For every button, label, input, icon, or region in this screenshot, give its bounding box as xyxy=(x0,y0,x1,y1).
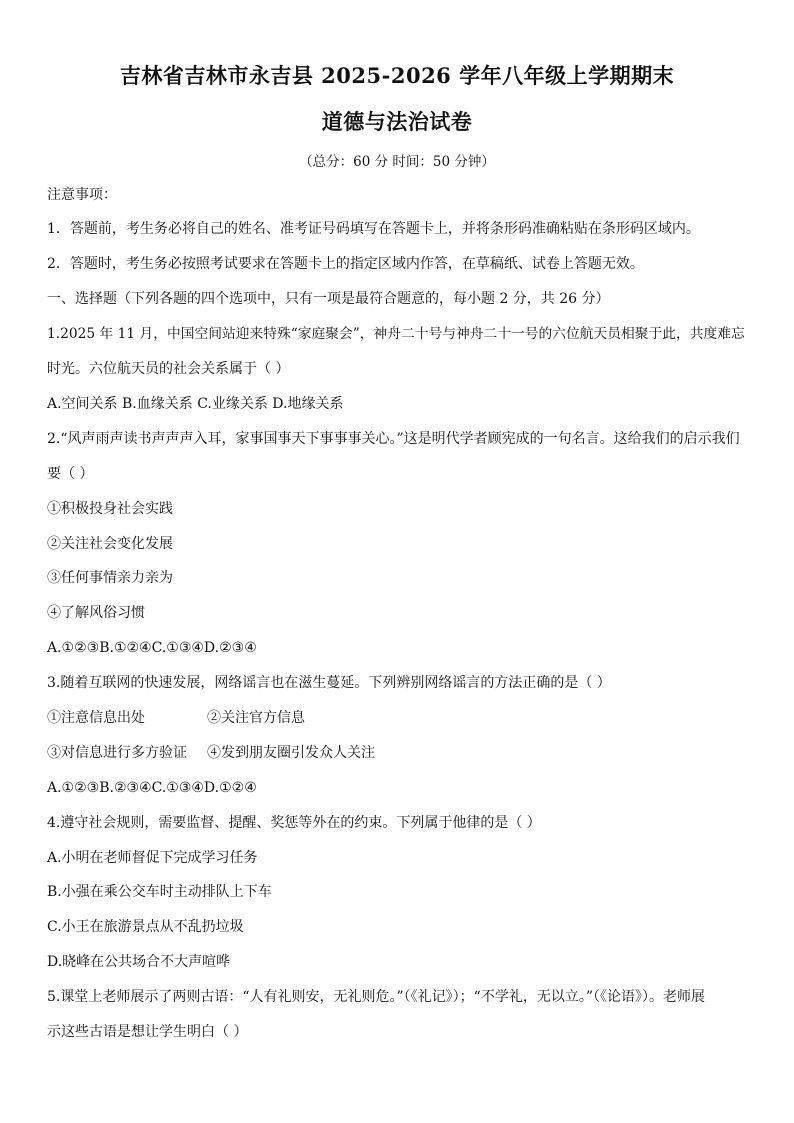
q4-stem: 4.遵守社会规则，需要监督、提醒、奖惩等外在的约束。下列属于他律的是（ ） xyxy=(47,815,541,831)
q3-options: A.①②③B.②③④C.①③④D.①②④ xyxy=(47,780,257,796)
q4-option-c: C.小王在旅游景点从不乱扔垃圾 xyxy=(47,919,244,935)
q2-stem-line1: 2.“风声雨声读书声声声入耳，家事国事天下事事事关心。”这是明代学者顾宪成的一句名言。这给我们的启示我们 xyxy=(47,431,740,447)
q3-statement-4: ④发到朋友圈引发众人关注 xyxy=(207,745,375,761)
q4-option-d: D.晓峰在公共场合不大声喧哗 xyxy=(47,954,231,970)
exam-title-line1: 吉林省吉林市永吉县 2025-2026 学年八年级上学期期末 xyxy=(119,63,675,88)
q2-statement-1: ①积极投身社会实践 xyxy=(47,501,173,517)
q3-statement-row1 xyxy=(47,708,305,728)
q2-statement-4: ④了解风俗习惯 xyxy=(47,605,145,621)
q3-statement-3: ③对信息进行多方验证 xyxy=(47,745,187,761)
q3-statement-2: ②关注官方信息 xyxy=(207,710,305,726)
section-heading: 一、选择题（下列各题的四个选项中，只有一项是最符合题意的，每小题 2 分，共 26 分） xyxy=(47,291,610,307)
notes-item-1: 1．答题前，考生务必将自己的姓名、准考证号码填写在答题卡上，并将条形码准确粘贴在条形码区域内。 xyxy=(47,221,700,237)
q2-options: A.①②③B.①②④C.①③④D.②③④ xyxy=(47,640,257,656)
q1-stem-line1: 1.2025 年 11 月，中国空间站迎来特殊“家庭聚会”，神舟二十号与神舟二十一号的六位航天员相聚于此，共度难忘 xyxy=(47,326,745,342)
q2-statement-2: ②关注社会变化发展 xyxy=(47,536,173,552)
q4-option-b: B.小强在乘公交车时主动排队上下车 xyxy=(47,884,272,900)
notes-item-2: 2．答题时，考生务必按照考试要求在答题卡上的指定区域内作答，在草稿纸、试卷上答题无效。 xyxy=(47,256,644,272)
q2-stem-line2: 要（ ） xyxy=(47,466,94,482)
q2-statement-3: ③任何事情亲力亲为 xyxy=(47,570,173,586)
q3-statement-row2 xyxy=(47,743,375,763)
exam-meta: （总分：60 分 时间：50 分钟） xyxy=(299,154,495,170)
notes-heading: 注意事项： xyxy=(47,187,117,203)
q3-stem: 3.随着互联网的快速发展，网络谣言也在滋生蔓延。下列辨别网络谣言的方法正确的是（ ） xyxy=(47,675,611,691)
q3-statement-1: ①注意信息出处 xyxy=(47,710,145,726)
exam-title-line2: 道德与法治试卷 xyxy=(321,109,473,134)
q4-option-a: A.小明在老师督促下完成学习任务 xyxy=(47,850,258,866)
q5-stem-line2: 示这些古语是想让学生明白（ ） xyxy=(47,1024,248,1040)
q5-stem-line1: 5.课堂上老师展示了两则古语：“人有礼则安，无礼则危。”（《礼记》）；“不学礼，无以立。”（《论语》）。老师展 xyxy=(47,989,705,1005)
q1-stem-line2: 时光。六位航天员的社会关系属于（ ） xyxy=(47,361,290,377)
q1-options: A.空间关系 B.血缘关系 C.业缘关系 D.地缘关系 xyxy=(47,396,344,412)
